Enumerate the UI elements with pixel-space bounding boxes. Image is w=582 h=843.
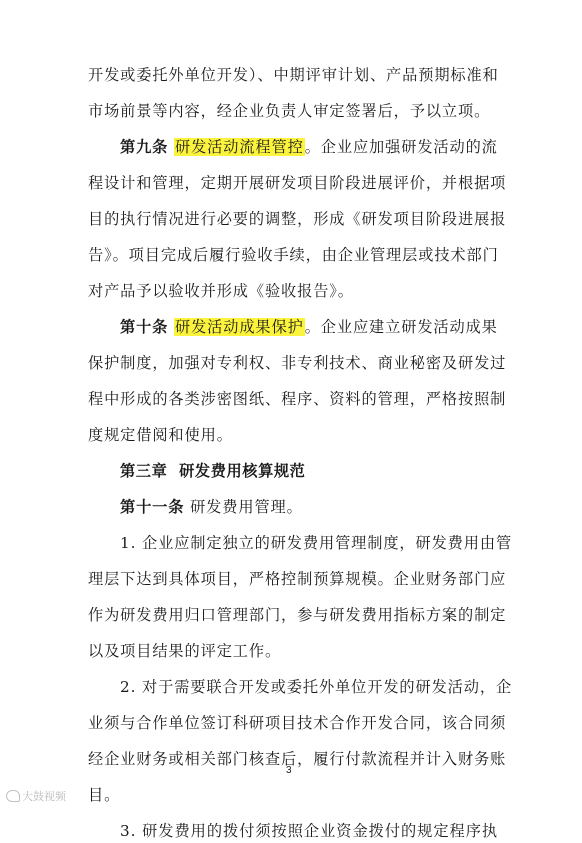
article-10-line xyxy=(120,315,498,339)
article-11-text: 研发费用管理。 xyxy=(190,498,303,516)
article-10-highlight: 研发活动成果保护 xyxy=(175,318,304,336)
item-2-line: 业须与合作单位签订科研项目技术合作开发合同，该合同须 xyxy=(88,714,507,732)
article-9-line xyxy=(120,135,498,159)
item-2-line: 目。 xyxy=(88,786,121,804)
item-1-line: 理层下达到具体项目，严格控制预算规模。企业财务部门应 xyxy=(88,570,507,588)
watermark xyxy=(6,788,66,804)
chat-bubble-icon xyxy=(6,790,20,802)
paragraph-line: 目的执行情况进行必要的调整，形成《研发项目阶段进展报 xyxy=(88,210,507,228)
paragraph-line: 对产品予以验收并形成《验收报告》。 xyxy=(88,282,354,300)
paragraph-line: 程设计和管理，定期开展研发项目阶段进展评价，并根据项 xyxy=(88,174,507,192)
article-9-highlight: 研发活动流程管控 xyxy=(175,138,304,156)
article-11-line xyxy=(120,495,303,519)
paragraph-line: 告》。项目完成后履行验收手续，由企业管理层或技术部门 xyxy=(88,246,499,264)
item-2-line: 经企业财务或相关部门核查后，履行付款流程并计入财务账 xyxy=(88,750,507,768)
article-9-text: 。企业应加强研发活动的流 xyxy=(304,138,498,156)
item-2-line: 2. 对于需要联合开发或委托外单位开发的研发活动，企 xyxy=(120,678,513,696)
page-number: 3 xyxy=(286,765,292,776)
article-10-label: 第十条 xyxy=(120,318,169,336)
article-9-label: 第九条 xyxy=(120,138,169,156)
paragraph-line: 程中形成的各类涉密图纸、程序、资料的管理，严格按照制 xyxy=(88,390,507,408)
item-1-line: 以及项目结果的评定工作。 xyxy=(88,642,282,660)
paragraph-line: 市场前景等内容，经企业负责人审定签署后，予以立项。 xyxy=(88,102,491,120)
paragraph-line: 开发或委托外单位开发）、中期评审计划、产品预期标准和 xyxy=(88,66,499,84)
article-11-label: 第十一条 xyxy=(120,498,185,516)
item-1-line: 1. 企业应制定独立的研发费用管理制度，研发费用由管 xyxy=(120,534,513,552)
article-10-text: 。企业应建立研发活动成果 xyxy=(304,318,498,336)
chapter-heading: 第三章 研发费用核算规范 xyxy=(120,462,306,480)
watermark-text: 大鼓视频 xyxy=(22,790,66,803)
paragraph-line: 保护制度，加强对专利权、非专利技术、商业秘密及研发过 xyxy=(88,354,507,372)
item-3-line: 3. 研发费用的拨付须按照企业资金拨付的规定程序执 xyxy=(120,822,498,840)
paragraph-line: 度规定借阅和使用。 xyxy=(88,426,233,444)
item-1-line: 作为研发费用归口管理部门，参与研发费用指标方案的制定 xyxy=(88,606,507,624)
